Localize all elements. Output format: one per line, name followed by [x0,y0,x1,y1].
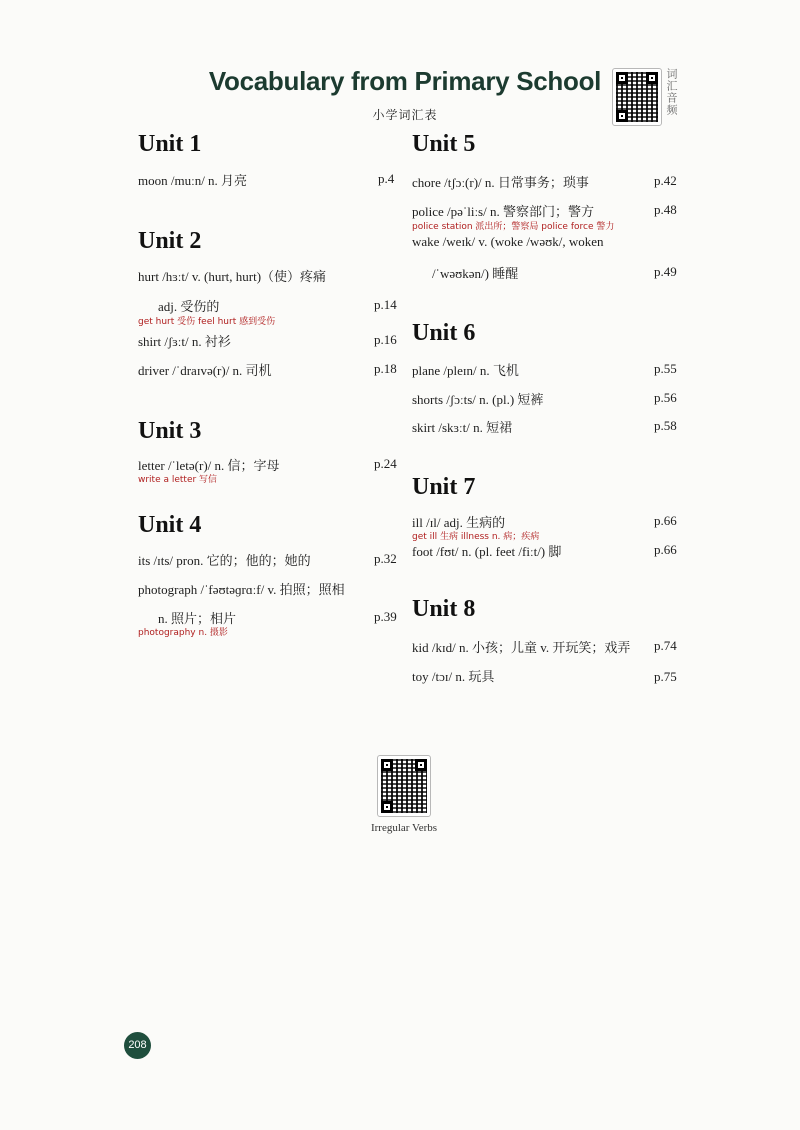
page-ref: p.18 [374,361,397,376]
page-ref: p.24 [374,456,397,471]
entry-chore: chore /tʃɔː(r)/ n. 日常事务；琐事 [412,175,589,190]
irregular-verbs-qr-code[interactable] [377,755,431,817]
unit-8-heading: Unit 8 [412,596,476,622]
entry-police: police /pəˈliːs/ n. 警察部门；警方 [412,204,594,219]
entry-hurt: hurt /hɜːt/ v. (hurt, hurt)（使）疼痛 [138,269,327,284]
audio-qr-code[interactable] [612,68,662,126]
page-ref: p.49 [654,264,677,279]
page-ref: p.4 [378,171,395,186]
entry-skirt: skirt /skɜːt/ n. 短裙 [412,420,513,435]
page-subtitle: 小学词汇表 [372,108,438,122]
page-ref: p.42 [654,173,677,188]
page-ref: p.16 [374,332,397,347]
handwritten-note: write a letter 写信 [138,475,218,485]
handwritten-note: police station 派出所；警察局 police force 警力 [412,222,615,232]
entry-plane: plane /pleɪn/ n. 飞机 [412,363,519,378]
entry-driver: driver /ˈdraɪvə(r)/ n. 司机 [138,363,272,378]
page-ref: p.56 [654,390,677,405]
entry-ill: ill /ɪl/ adj. 生病的 [412,515,506,530]
unit-2-heading: Unit 2 [138,228,202,254]
handwritten-note: get hurt 受伤 feel hurt 感到受伤 [138,317,276,327]
entry-toy: toy /tɔɪ/ n. 玩具 [412,669,495,684]
page-ref: p.74 [654,638,677,653]
entry-wake: wake /weɪk/ v. (woke /wəʊk/, woken [412,234,604,249]
page-ref: p.75 [654,669,677,684]
page-ref: p.32 [374,551,397,566]
audio-qr-label: 词汇音频 [665,68,677,116]
entry-letter: letter /ˈletə(r)/ n. 信；字母 [138,458,280,473]
unit-3-heading: Unit 3 [138,418,202,444]
entry-hurt-cont: adj. 受伤的 [158,299,220,314]
entry-wake-cont: /ˈwəʊkən/) 睡醒 [432,266,519,281]
page-number-badge: 208 [124,1032,151,1059]
unit-7-heading: Unit 7 [412,474,476,500]
handwritten-note: get ill 生病 illness n. 病；疾病 [412,532,540,542]
page-ref: p.48 [654,202,677,217]
page-ref: p.39 [374,609,397,624]
entry-kid: kid /kɪd/ n. 小孩；儿童 v. 开玩笑；戏弄 [412,640,631,655]
unit-4-heading: Unit 4 [138,512,202,538]
entry-shorts: shorts /ʃɔːts/ n. (pl.) 短裤 [412,392,544,407]
entry-photograph-cont: n. 照片；相片 [158,611,237,626]
entry-foot: foot /fʊt/ n. (pl. feet /fiːt/) 脚 [412,544,562,559]
entry-its: its /ɪts/ pron. 它的；他的；她的 [138,553,311,568]
irregular-verbs-caption: Irregular Verbs [370,822,438,834]
page-ref: p.14 [374,297,397,312]
unit-1-heading: Unit 1 [138,131,202,157]
entry-shirt: shirt /ʃɜːt/ n. 衬衫 [138,334,231,349]
page-title: Vocabulary from Primary School [208,66,602,96]
unit-5-heading: Unit 5 [412,131,476,157]
page-ref: p.66 [654,513,677,528]
handwritten-note: photography n. 摄影 [138,628,228,638]
page-ref: p.58 [654,418,677,433]
entry-photograph: photograph /ˈfəʊtəɡrɑːf/ v. 拍照；照相 [138,582,345,597]
page-ref: p.66 [654,542,677,557]
entry-moon: moon /muːn/ n. 月亮 [138,173,248,188]
page-ref: p.55 [654,361,677,376]
unit-6-heading: Unit 6 [412,320,476,346]
